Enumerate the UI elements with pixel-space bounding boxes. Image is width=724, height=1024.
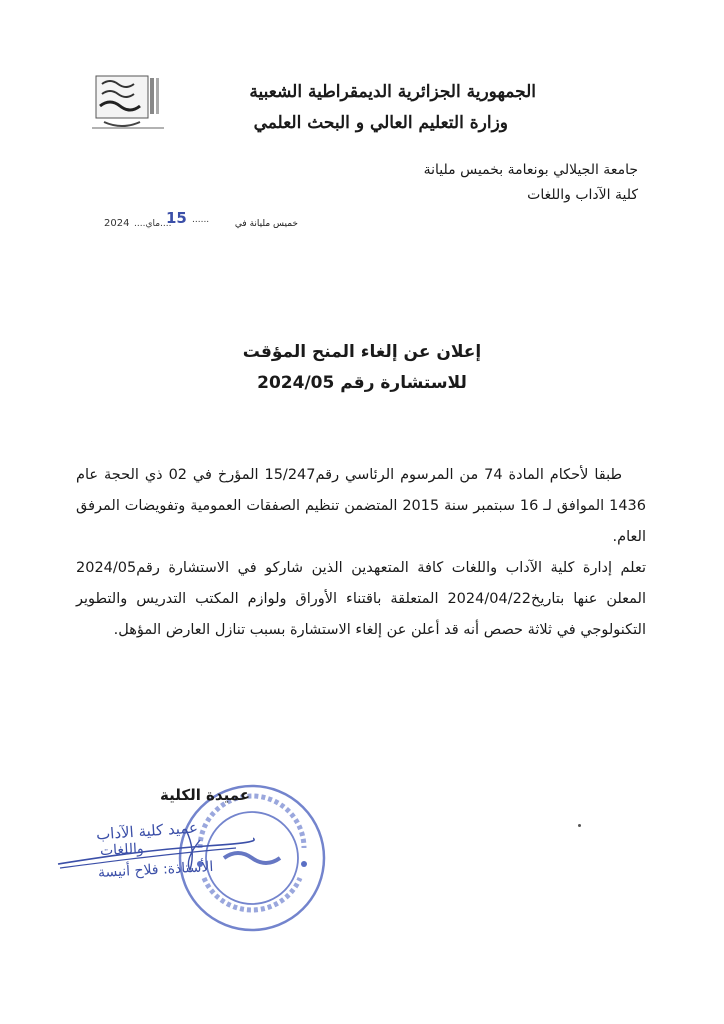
announcement-title: إعلان عن إلغاء المنح المؤقت [242, 342, 482, 362]
stray-mark [578, 824, 581, 827]
university-name: جامعة الجيلالي بونعامة بخميس مليانة [423, 162, 638, 178]
dean-label: عميدة الكلية [160, 786, 251, 804]
date-day: 15 [166, 209, 187, 227]
faculty-name: كلية الآداب واللغات [527, 187, 638, 203]
date-line [104, 209, 304, 235]
signature-scribble-icon [56, 820, 256, 890]
ministry-heading: وزارة التعليم العالي و البحث العلمي [253, 113, 508, 133]
date-place: خميس مليانة في [234, 219, 298, 229]
date-year: 2024 [104, 218, 130, 229]
announcement-body [76, 460, 646, 646]
handwritten-name: الأستاذة: فلاح أنيسة [97, 858, 214, 882]
university-logo-icon [86, 72, 170, 134]
body-paragraph: تعلم إدارة كلية الآداب واللغات كافة المتعهدين الذين شاركو في الاستشارة رقم2024/05 المعلن عنها بتاريخ2024/04/22 المتعلقة باقتناء الأوراق ولوازم المكتب التدريس والتطوير التكنولوجي في ثلاثة حصص أنه قد أعلن عن إلغاء الاستشارة بسبب تنازل العارض المؤهل. [76, 560, 646, 638]
handwritten-title: عميد كلية الآداب [95, 818, 199, 844]
body-paragraph: طبقا لأحكام المادة 74 من المرسوم الرئاسي رقم15/247 المؤرخ في 02 ذي الحجة عام 1436 الموافق لـ 16 سبتمبر سنة 2015 المتضمن تنظيم الصفقات العمومية وتفويضات المرفق العام. [76, 467, 647, 545]
republic-heading: الجمهورية الجزائرية الديمقراطية الشعبية [249, 82, 536, 102]
announcement-subtitle: للاستشارة رقم 2024/05 [257, 373, 467, 393]
handwritten-subtitle: واللغات [99, 840, 145, 860]
date-month: ....ماي.... [134, 219, 172, 229]
date-dots: ...... [192, 215, 210, 225]
